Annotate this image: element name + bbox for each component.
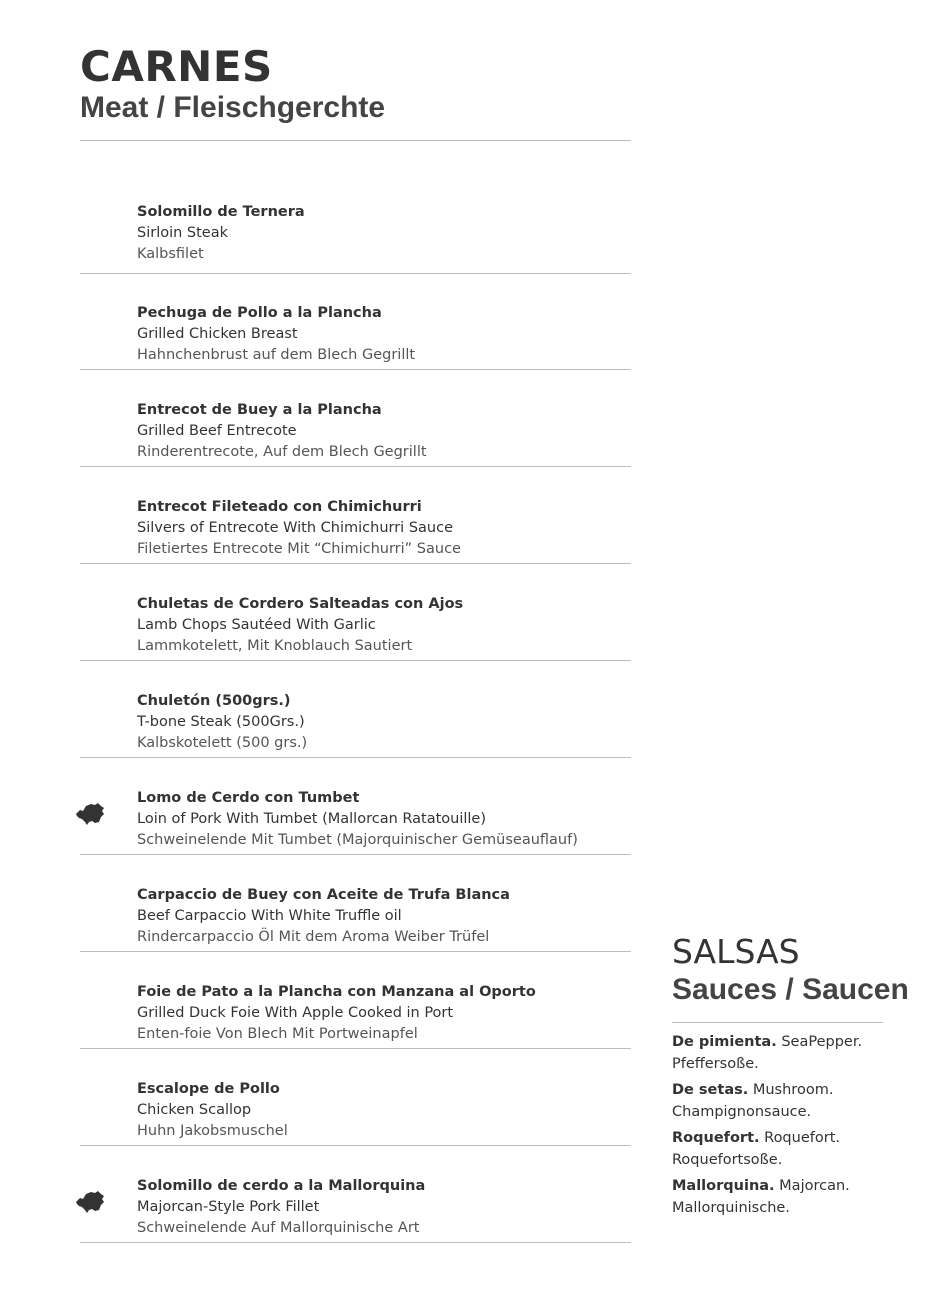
dish-name-en: Grilled Duck Foie With Apple Cooked in Port bbox=[137, 1005, 454, 1021]
dish-name-de: Rinderentrecote, Auf dem Blech Gegrillt bbox=[137, 444, 427, 460]
menu-item-text bbox=[137, 788, 578, 851]
sauces-divider bbox=[672, 1022, 883, 1023]
page-subtitle: Meat / Fleischgerchte bbox=[80, 91, 386, 124]
dish-name-en: Beef Carpaccio With White Truffle oil bbox=[137, 908, 402, 924]
menu-item-text bbox=[137, 497, 461, 560]
dish-name-en: Grilled Chicken Breast bbox=[137, 326, 298, 342]
sauce-name: Mallorquina. bbox=[672, 1178, 775, 1194]
dish-name-es: Entrecot de Buey a la Plancha bbox=[137, 402, 382, 418]
sauces-title: SALSAS bbox=[672, 932, 800, 971]
menu-item-text bbox=[137, 982, 536, 1045]
dish-name-de: Schweinelende Auf Mallorquinische Art bbox=[137, 1220, 420, 1236]
dish-name-en: Majorcan-Style Pork Fillet bbox=[137, 1199, 320, 1215]
sauce-item bbox=[672, 1128, 902, 1171]
sauce-item bbox=[672, 1080, 902, 1123]
dish-name-de: Schweinelende Mit Tumbet (Majorquinischer Gemüseauflauf) bbox=[137, 832, 578, 848]
menu-item-text bbox=[137, 400, 427, 463]
sauce-description: Majorcan. Mallorquinische. bbox=[672, 1178, 850, 1216]
mallorca-island-icon bbox=[74, 1189, 106, 1215]
menu-item bbox=[80, 952, 631, 1049]
sauce-name: De pimienta. bbox=[672, 1034, 777, 1050]
menu-item-text bbox=[137, 1176, 425, 1239]
dish-name-en: T-bone Steak (500Grs.) bbox=[137, 714, 305, 730]
sauce-description: Roquefort. Roquefortsoße. bbox=[672, 1130, 840, 1168]
dish-name-es: Chuletas de Cordero Salteadas con Ajos bbox=[137, 596, 464, 612]
dish-name-de: Kalbskotelett (500 grs.) bbox=[137, 735, 308, 751]
dish-name-de: Huhn Jakobsmuschel bbox=[137, 1123, 288, 1139]
dish-name-es: Solomillo de Ternera bbox=[137, 204, 305, 220]
dish-name-de: Lammkotelett, Mit Knoblauch Sautiert bbox=[137, 638, 413, 654]
sauce-description: Mushroom. Champignonsauce. bbox=[672, 1082, 834, 1120]
menu-item bbox=[80, 1049, 631, 1146]
dish-name-en: Lamb Chops Sautéed With Garlic bbox=[137, 617, 376, 633]
dish-name-es: Escalope de Pollo bbox=[137, 1081, 280, 1097]
dish-name-en: Sirloin Steak bbox=[137, 225, 229, 241]
menu-item bbox=[80, 1146, 631, 1243]
dish-name-de: Rindercarpaccio Öl Mit dem Aroma Weiber Trüfel bbox=[137, 929, 490, 945]
dish-name-es: Lomo de Cerdo con Tumbet bbox=[137, 790, 360, 806]
dish-name-es: Pechuga de Pollo a la Plancha bbox=[137, 305, 382, 321]
dish-name-es: Solomillo de cerdo a la Mallorquina bbox=[137, 1178, 426, 1194]
menu-item bbox=[80, 564, 631, 661]
menu-item-text bbox=[137, 691, 307, 754]
sauce-description: SeaPepper. Pfeffersoße. bbox=[672, 1034, 863, 1072]
dish-name-de: Filetiertes Entrecote Mit “Chimichurri” Sauce bbox=[137, 541, 461, 557]
menu-item bbox=[80, 370, 631, 467]
dish-name-es: Chuletón (500grs.) bbox=[137, 693, 291, 709]
sauce-name: Roquefort. bbox=[672, 1130, 760, 1146]
dish-name-en: Grilled Beef Entrecote bbox=[137, 423, 297, 439]
menu-item bbox=[80, 467, 631, 564]
dish-name-es: Carpaccio de Buey con Aceite de Trufa Blanca bbox=[137, 887, 510, 903]
sauce-name: De setas. bbox=[672, 1082, 749, 1098]
menu-item-text bbox=[137, 303, 415, 366]
mallorca-island-icon bbox=[74, 801, 106, 827]
menu-item-text bbox=[137, 1079, 288, 1142]
dish-name-en: Chicken Scallop bbox=[137, 1102, 252, 1118]
menu-item-text bbox=[137, 885, 510, 948]
dish-name-es: Foie de Pato a la Plancha con Manzana al Oporto bbox=[137, 984, 536, 1000]
sauce-item bbox=[672, 1032, 902, 1075]
menu-item-text bbox=[137, 202, 305, 265]
menu-item bbox=[80, 661, 631, 758]
menu-item-text bbox=[137, 594, 463, 657]
dish-name-es: Entrecot Fileteado con Chimichurri bbox=[137, 499, 422, 515]
menu-item bbox=[80, 855, 631, 952]
menu-item bbox=[80, 758, 631, 855]
sauce-item bbox=[672, 1176, 902, 1219]
page-title: CARNES bbox=[80, 42, 273, 91]
menu-item bbox=[80, 141, 631, 274]
dish-name-en: Loin of Pork With Tumbet (Mallorcan Ratatouille) bbox=[137, 811, 486, 827]
dish-name-de: Kalbsfilet bbox=[137, 246, 204, 262]
sauces-subtitle: Sauces / Saucen bbox=[672, 973, 909, 1006]
menu-item bbox=[80, 273, 631, 370]
dish-name-de: Enten-foie Von Blech Mit Portweinapfel bbox=[137, 1026, 418, 1042]
dish-name-en: Silvers of Entrecote With Chimichurri Sauce bbox=[137, 520, 453, 536]
dish-name-de: Hahnchenbrust auf dem Blech Gegrillt bbox=[137, 347, 416, 363]
